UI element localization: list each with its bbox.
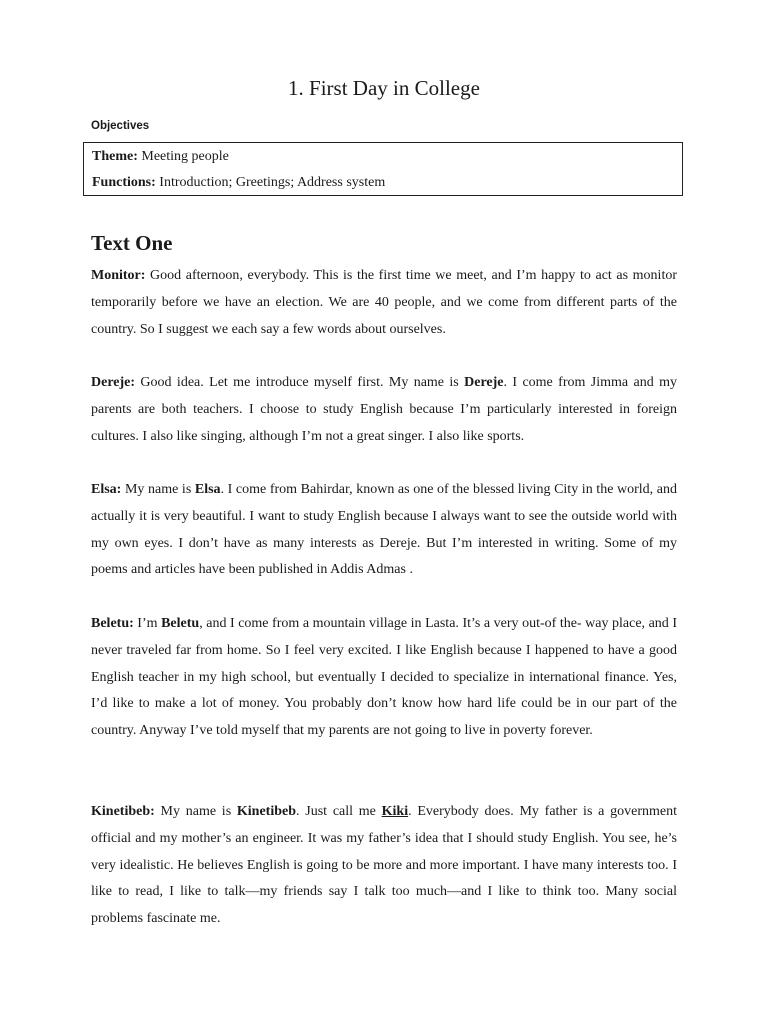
dialogue-text: . Just call me bbox=[296, 804, 382, 819]
speaker-label: Beletu: bbox=[91, 616, 134, 631]
speaker-label: Monitor: bbox=[91, 268, 146, 283]
dialogue-paragraph bbox=[91, 263, 677, 343]
dialogue-text: My name is bbox=[154, 804, 237, 819]
dialogue-text: I’m bbox=[133, 616, 162, 631]
page-title: 1. First Day in College bbox=[288, 76, 480, 100]
objectives-functions-line bbox=[92, 170, 682, 196]
dialogue-paragraph bbox=[91, 370, 677, 450]
dialogue-text: , and I come from a mountain village in Lasta. It’s a very out-of the- way place, and I never traveled far from home. So I feel very excited. I like English because I happened to have a good English teacher in my high school, but eventually I decided to specialize in international finance. Yes, I’d like to make a lot of money. You probably don’t know how hard life could be in our part of the country. Anyway I’ve told myself that my parents are not going to live in poverty forever. bbox=[91, 616, 678, 739]
dialogue-text: Good idea. Let me introduce myself first. My name is bbox=[135, 375, 465, 390]
dialogue-text: . I come from Bahirdar, known as one of the blessed living City in the world, and actually it is very beautiful. I want to study English because I always want to see the outside world with my own eyes. I don’t have as many interests as Dereje. But I’m interested in writing. Some of my poems and articles have been published in Addis Admas . bbox=[91, 482, 677, 578]
dialogue-elsa bbox=[91, 477, 677, 584]
objectives-box bbox=[83, 142, 683, 196]
dialogue-kinetibeb bbox=[91, 799, 677, 933]
dialogue-paragraph bbox=[91, 611, 677, 745]
dialogue-text: . I come from Jimma and my parents are both teachers. I choose to study English because I’m particularly interested in foreign cultures. I also like singing, although I’m not a great singer. I also like sports. bbox=[91, 375, 677, 444]
speaker-name: Kinetibeb bbox=[236, 804, 297, 819]
dialogue-paragraph bbox=[91, 799, 677, 933]
functions-label: Functions: bbox=[92, 175, 156, 190]
dialogue-beletu bbox=[91, 611, 677, 745]
dialogue-monitor bbox=[91, 263, 677, 343]
theme-value: Meeting people bbox=[141, 149, 229, 164]
objectives-label: Objectives bbox=[91, 120, 150, 132]
speaker-label: Elsa: bbox=[91, 482, 122, 497]
dialogue-dereje bbox=[91, 370, 677, 450]
dialogue-text: Good afternoon, everybody. This is the first time we meet, and I’m happy to act as monitor temporarily before we have an election. We are 40 people, and we come from different parts of the country. So I suggest we each say a few words about ourselves. bbox=[91, 268, 677, 337]
speaker-nickname: Kiki bbox=[381, 804, 409, 819]
dialogue-text: My name is bbox=[121, 482, 195, 497]
objectives-theme-line bbox=[92, 144, 682, 170]
dialogue-text: . Everybody does. My father is a government official and my mother’s an engineer. It was my father’s idea that I should study English. You see, he’s very idealistic. He believes English is going to be more and more important. I have many interests too. I like to read, I like to talk—my friends say I talk too much—and I like to think too. Many social problems fascinate me. bbox=[91, 804, 677, 927]
functions-value: Introduction; Greetings; Address system bbox=[159, 175, 386, 190]
speaker-name: Beletu bbox=[161, 616, 200, 631]
section-heading: Text One bbox=[91, 231, 173, 255]
speaker-name: Dereje bbox=[464, 375, 504, 390]
speaker-label: Kinetibeb: bbox=[91, 804, 155, 819]
dialogue-paragraph bbox=[91, 477, 677, 584]
theme-label: Theme: bbox=[92, 149, 138, 164]
speaker-name: Elsa bbox=[194, 482, 221, 497]
speaker-label: Dereje: bbox=[91, 375, 136, 390]
